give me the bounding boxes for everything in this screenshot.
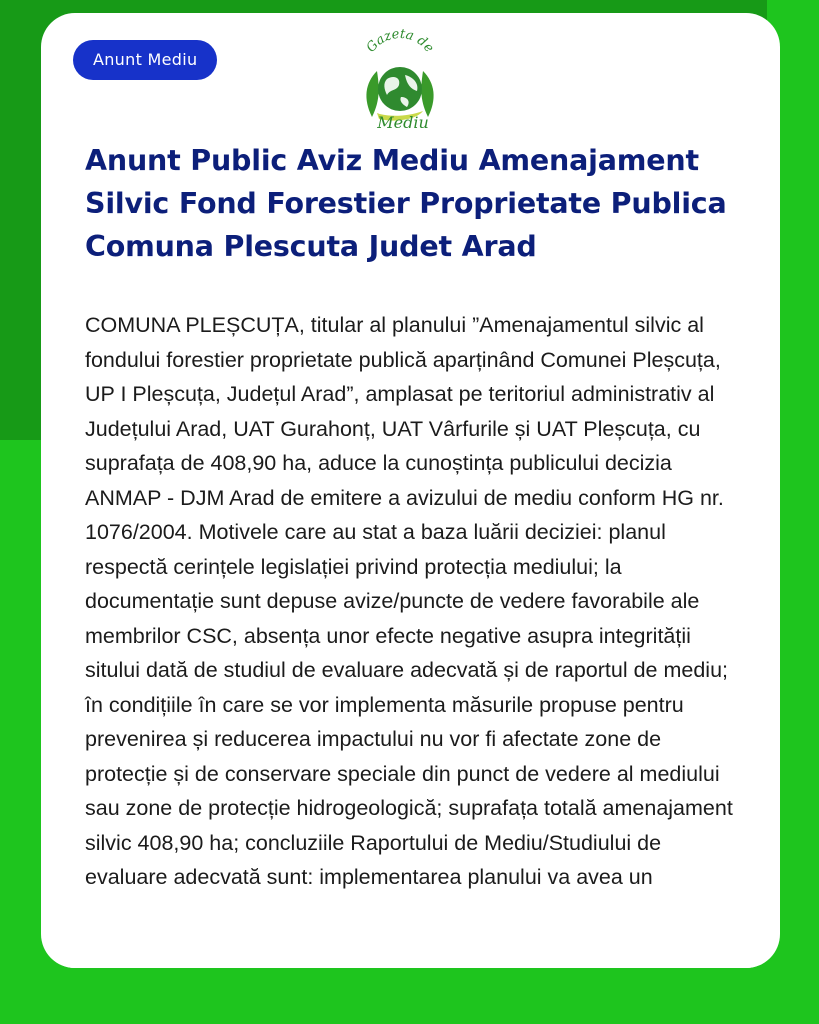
article-card (41, 13, 780, 968)
gazeta-de-mediu-logo (357, 27, 443, 131)
logo-graphic (357, 27, 443, 131)
category-badge[interactable]: Anunt Mediu (73, 40, 217, 80)
leaf-left-icon (366, 71, 378, 117)
leaf-right-icon (421, 71, 433, 117)
logo-text-top: Gazeta de (363, 27, 437, 56)
article-body: COMUNA PLEȘCUȚA, titular al planului ”Amenajamentul silvic al fondului forestier proprietate publică aparținând Comunei Pleșcuța, UP I Pleșcuța, Județul Arad”, amplasat pe teritoriul administrativ al Județului Arad, UAT Gurahonț, UAT Vârfurile și UAT Pleșcuța, cu suprafața de 408,90 ha, aduce la cunoștința publicului decizia ANMAP - DJM Arad de emitere a avizului de mediu conform HG nr. 1076/2004. Motivele care au stat a baza luării deciziei: planul respectă cerințele legislației privind protecția mediului; la documentație sunt depuse avize/puncte de vedere favorabile ale membrilor CSC, absența unor efecte negative asupra integrității sitului dată de studiul de evaluare adecvată și de raportul de mediu; în condițiile în care se vor implementa măsurile propuse pentru prevenirea și reducerea impactului nu vor fi afectate zone de protecție și de conservare speciale din punct de vedere al mediului sau zone de protecție hidrogeologică; suprafața totală amenajament silvic 408,90 ha; concluziile Raportului de Mediu/Studiului de evaluare adecvată sunt: implementarea planului va avea un (85, 313, 733, 889)
logo-text-bottom: Mediu (377, 113, 429, 131)
article-title: Anunt Public Aviz Mediu Amenajament Silvic Fond Forestier Proprietate Publica Comuna Plescuta Judet Arad (85, 144, 727, 263)
text-fade-overlay (41, 940, 780, 968)
